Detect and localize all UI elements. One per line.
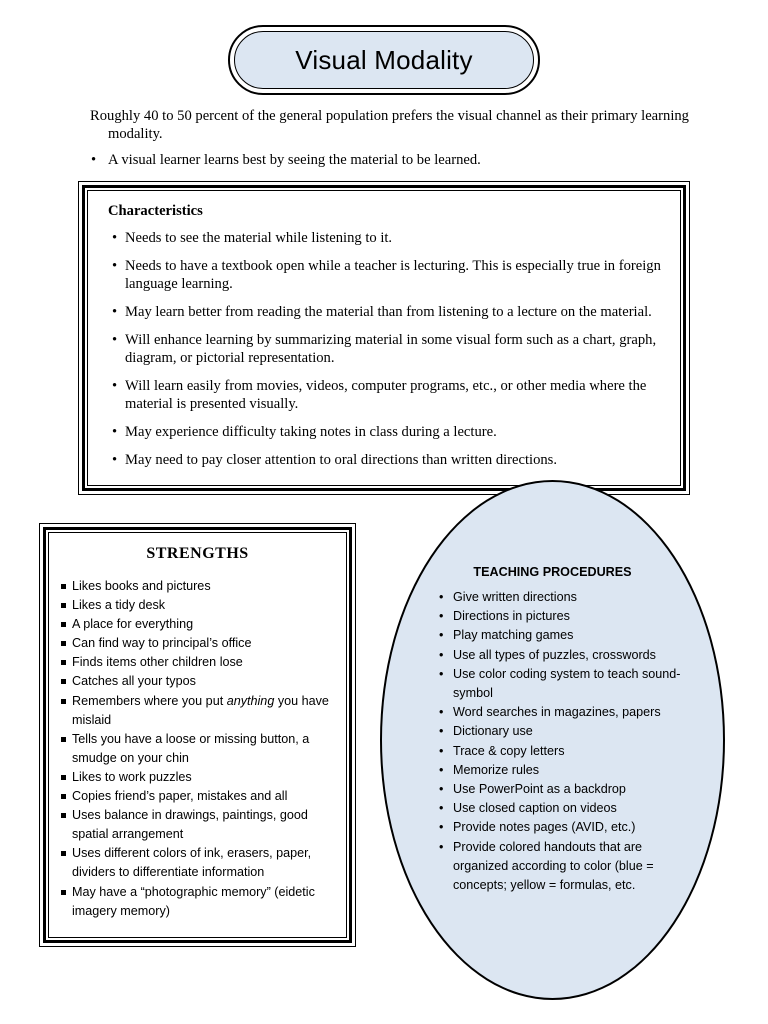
list-item: Catches all your typos [59,672,339,691]
characteristics-list [108,229,688,469]
list-item: • Dictionary use [438,722,696,741]
list-item: • Use PowerPoint as a backdrop [438,780,696,799]
list-item: • Directions in pictures [438,607,696,626]
list-item: Likes a tidy desk [59,596,339,615]
list-item: • May learn better from reading the material than from listening to a lecture on the material. [108,303,688,321]
list-item: Likes books and pictures [59,577,339,596]
title-banner [228,25,540,95]
list-item: • Will learn easily from movies, videos, computer programs, etc., or other media where the material is presented visually. [108,377,688,413]
list-item: Tells you have a loose or missing button, a smudge on your chin [59,730,339,768]
list-item: Likes to work puzzles [59,768,339,787]
list-item: Copies friend’s paper, mistakes and all [59,787,339,806]
list-item: • Use color coding system to teach sound-symbol [438,665,696,703]
list-item: Uses different colors of ink, erasers, paper, dividers to differentiate information [59,844,339,882]
list-item: • Word searches in magazines, papers [438,703,696,722]
list-item: Finds items other children lose [59,653,339,672]
list-item: May have a “photographic memory” (eidetic imagery memory) [59,883,339,921]
list-item: • Provide notes pages (AVID, etc.) [438,818,696,837]
strengths-list [59,577,339,921]
characteristics-content [108,202,688,479]
list-item: • Will enhance learning by summarizing material in some visual form such as a chart, graph, diagram, or pictorial representation. [108,331,688,367]
list-item: • Play matching games [438,626,696,645]
list-item: • May need to pay closer attention to oral directions than written directions. [108,451,688,469]
teaching-procedures-list [438,588,696,895]
teaching-procedures-heading: TEACHING PROCEDURES [473,565,632,579]
list-item: • May experience difficulty taking notes in class during a lecture. [108,423,688,441]
strengths-heading: STRENGTHS [146,545,249,562]
intro-list [90,151,690,169]
list-item: • Use closed caption on videos [438,799,696,818]
list-item: • Give written directions [438,588,696,607]
characteristics-box [78,181,690,495]
characteristics-heading: Characteristics [108,203,203,219]
list-item: • Needs to see the material while listening to it. [108,229,688,247]
list-item: • Needs to have a textbook open while a teacher is lecturing. This is especially true in foreign language learning. [108,257,688,293]
intro-bullet: • A visual learner learns best by seeing the material to be learned. [90,151,690,169]
intro-section [90,107,690,169]
list-item: • Use all types of puzzles, crosswords [438,646,696,665]
list-item: A place for everything [59,615,339,634]
page-title: Visual Modality [234,31,534,89]
list-item: Can find way to principal’s office [59,634,339,653]
teaching-procedures-ellipse [380,480,725,1000]
list-item: Remembers where you put anything you have mislaid [59,692,339,730]
strengths-box [39,523,356,947]
list-item: • Provide colored handouts that are organized according to color (blue = concepts; yellow = formulas, etc. [438,838,696,896]
list-item: • Memorize rules [438,761,696,780]
list-item: Uses balance in drawings, paintings, good spatial arrangement [59,806,339,844]
intro-paragraph: Roughly 40 to 50 percent of the general population prefers the visual channel as their primary learning modality. [90,108,689,142]
list-item: • Trace & copy letters [438,742,696,761]
